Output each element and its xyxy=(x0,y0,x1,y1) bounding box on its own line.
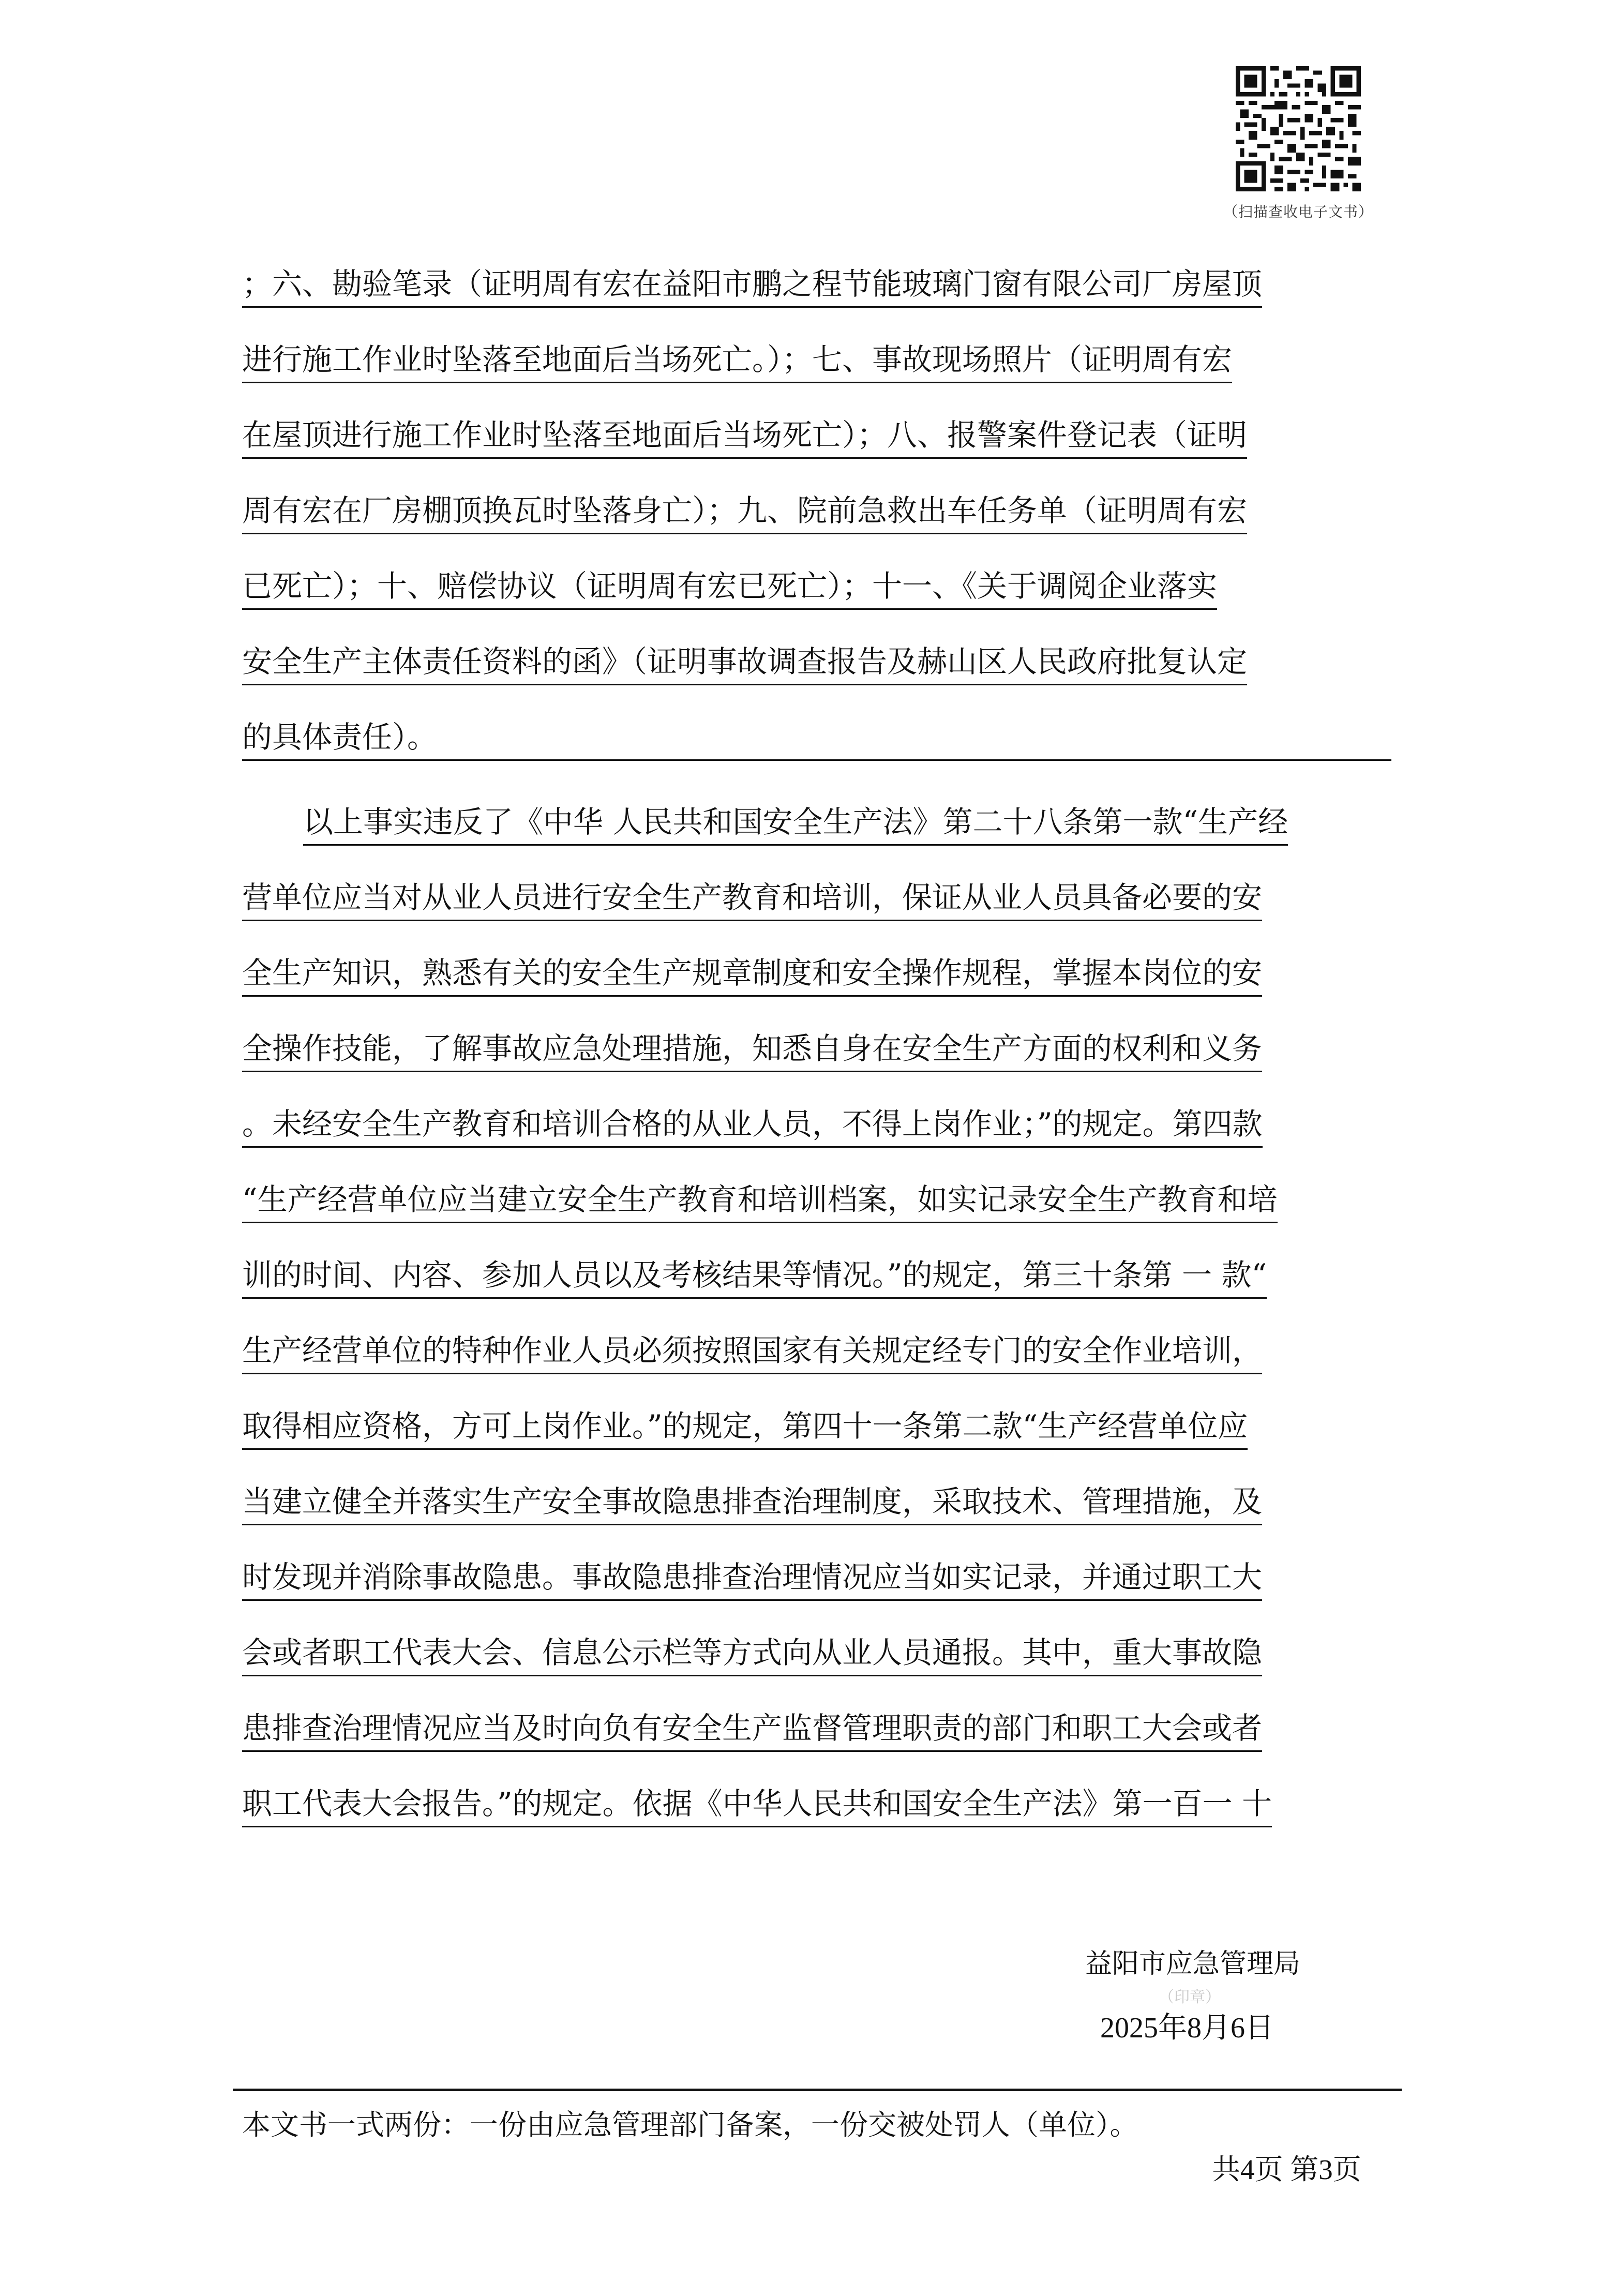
body-line: 会或者职工代表大会、信息公示栏等方式向从业人员通报。其中，重大事故隐 xyxy=(242,1638,1262,1676)
body-line: 时发现并消除事故隐患。事故隐患排查治理情况应当如实记录，并通过职工大 xyxy=(242,1562,1262,1601)
body-line: 取得相应资格，方可上岗作业。”的规定，第四十一条第二款“生产经营单位应 xyxy=(242,1411,1248,1450)
seal-mark: （印章） xyxy=(1159,1988,1221,2006)
issuing-organization: 益阳市应急管理局 xyxy=(1085,1948,1301,1979)
body-line: ；六、勘验笔录（证明周有宏在益阳市鹏之程节能玻璃门窗有限公司厂房屋顶 xyxy=(242,269,1262,308)
body-line: 职工代表大会报告。”的规定。依据《中华人民共和国安全生产法》第一百一 十 xyxy=(242,1789,1272,1827)
body-line: 已死亡）；十、赔偿协议（证明周有宏已死亡）；十一、《关于调阅企业落实 xyxy=(242,571,1217,610)
body-line: 营单位应当对从业人员进行安全生产教育和培训，保证从业人员具备必要的安 xyxy=(242,882,1262,921)
body-line: 在屋顶进行施工作业时坠落至地面后当场死亡）；八、报警案件登记表（证明 xyxy=(242,420,1247,459)
issue-date: 2025年8月6日 xyxy=(1100,2012,1274,2044)
qr-caption: （扫描查收电子文书） xyxy=(1223,203,1373,220)
body-line: 生产经营单位的特种作业人员必须按照国家有关规定经专门的安全作业培训， xyxy=(242,1335,1262,1374)
qr-code-block xyxy=(1205,66,1391,221)
body-line: 周有宏在厂房棚顶换瓦时坠落身亡）；九、院前急救出车任务单（证明周有宏 xyxy=(242,496,1247,534)
body-line: 患排查治理情况应当及时向负有安全生产监督管理职责的部门和职工大会或者 xyxy=(242,1713,1262,1752)
page-counter: 共4页 第3页 xyxy=(1212,2154,1361,2185)
body-line: 当建立健全并落实生产安全事故隐患排查治理制度，采取技术、管理措施，及 xyxy=(242,1487,1262,1525)
body-line: 以上事实违反了《中华 人民共和国安全生产法》第二十八条第一款“生产经 xyxy=(303,807,1288,846)
body-line: “生产经营单位应当建立安全生产教育和培训档案，如实记录安全生产教育和培 xyxy=(242,1184,1278,1223)
body-line: 全生产知识，熟悉有关的安全生产规章制度和安全操作规程，掌握本岗位的安 xyxy=(242,958,1262,997)
footer-divider xyxy=(233,2089,1402,2091)
qr-code-icon[interactable] xyxy=(1236,66,1361,191)
copies-note: 本文书一式两份：一份由应急管理部门备案，一份交被处罚人（单位）。 xyxy=(242,2108,1138,2141)
body-line: 安全生产主体责任资料的函》（证明事故调查报告及赫山区人民政府批复认定 xyxy=(242,647,1247,685)
body-line: 全操作技能，了解事故应急处理措施，知悉自身在安全生产方面的权利和义务 xyxy=(242,1033,1262,1072)
body-line: 进行施工作业时坠落至地面后当场死亡。）；七、事故现场照片（证明周有宏 xyxy=(242,344,1232,383)
body-line: 训的时间、内容、参加人员以及考核结果等情况。”的规定，第三十条第 一 款“ xyxy=(242,1260,1267,1299)
body-line: 的具体责任）。 xyxy=(242,722,1391,761)
body-line: 。未经安全生产教育和培训合格的从业人员，不得上岗作业；”的规定。第四款 xyxy=(242,1109,1263,1148)
